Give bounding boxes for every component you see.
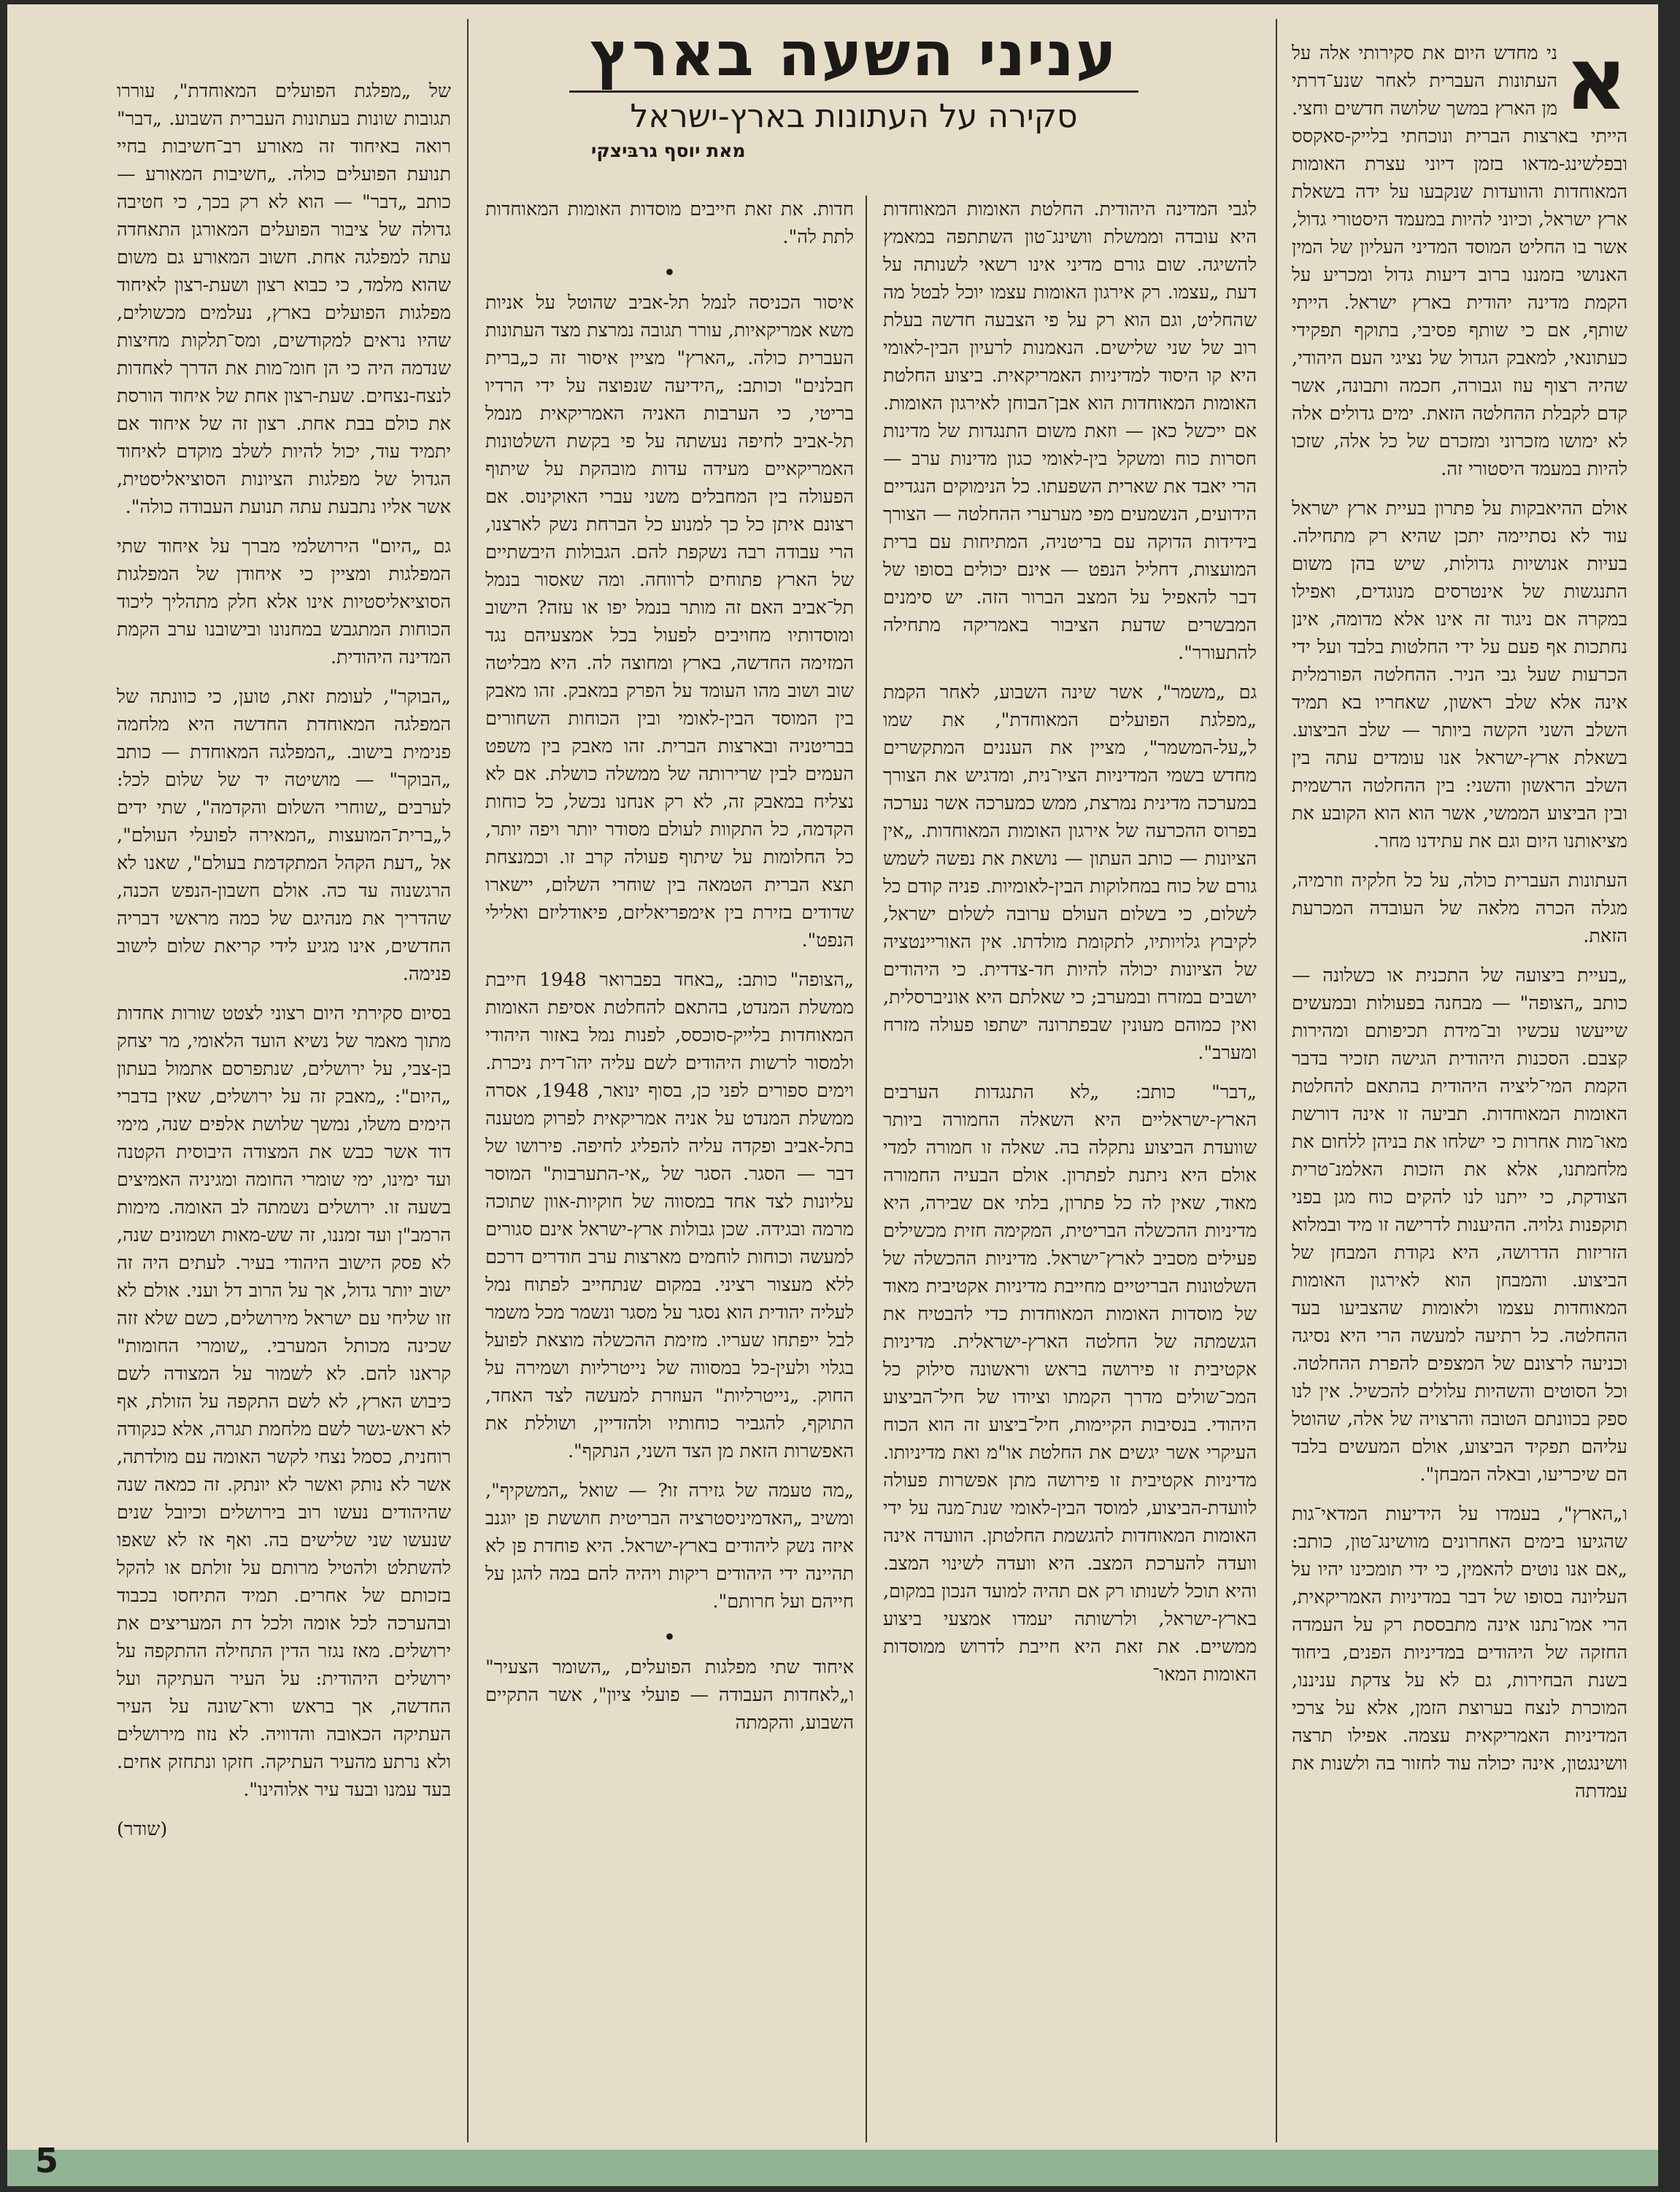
column-rule xyxy=(1276,19,1277,2142)
article-paragraph: „הבוקר", לעומת זאת, טוען, כי כוונתה של המפלגה המאוחדת החדשה היא מלחמה פנימית בישוב. „המפלגה המאוחדת — כותב „הבוקר" — מושיטה יד של שלום לכל: לערבים „שוחרי השלום והקדמה", שתי ידים ל„ברית־המועצות „המאירה לפועלי העולם", אל „דעת הקהל המתקדמת בעולם", שאנו לא הרגשנוה עד כה. אולם חשבון-הנפש הכנה, שהדריך את מנהיגם של כמה מראשי דבריה החדשים, אינו מגיע לידי קריאת שלום לישוב פנימה. xyxy=(117,686,451,985)
page-number: 5 xyxy=(35,2141,59,2180)
article-paragraph: ו„הארץ", בעמדו על הידיעות המדאי־גות שהגיעו בימים האחרונים מוושינג־טון, כותב: „אם אנו נוטים להאמין, כי ידי תומכינו יהיו על העליונה בסופו של דבר במדיניות האמריקאית, הרי אמו־נתנו אינה מתבססת רק על העמדה החזקה של היהודים במדיניות הפנים, ביחוד בשנת הבחירות, גם לא על צדקת עניננו, המוכרת לנצח בערוצת הזמן, אלא על צרכי המדיניות האמריקאית עצמה. אפילו תרצה וושינגטון, אינה יכולה עוד לחזור בה ולשנות את עמדתה xyxy=(1292,1503,1627,1802)
article-column-2 xyxy=(883,196,1257,2186)
column-rule xyxy=(467,19,469,2142)
article-paragraph: לגבי המדינה היהודית. החלטת האומות המאוחדות היא עובדה וממשלת וושינג־טון השתתפה במאמץ להשיגה. שום גורם מדיני אינו רשאי לשנותה על דעת „עצמו. רק אירגון האומות עצמו יוכל לבטל מה שהחליט, וגם הוא רק על פי הצבעה חדשה בעלת רוב של שני שלישים. הנאמנות לרעיון הבין-לאומי היא קו היסוד למדיניות האמריקאית. ביצוע החלטת האומות המאוחדות הוא אבן־הבוחן לאירגון האומות. אם ייכשל כאן — וזאת משום התנגדות של מדינות חסרות כוח ומשקל בין-לאומי כגון מדינות ערב — הרי יאבד את שארית השפעתו. כל הנימוקים הנגדיים הידועים, הנשמעים מפי מערערי ההחלטה — הצורך בידידות הדוקה עם בריטניה, המתיחות עם ברית המועצות, דחליל הנפט — אינם יכולים בסופו של דבר להאפיל על המצב הברור הזה. יש סימנים המבשרים שדעת הציבור באמריקה מתחילה להתעורר". xyxy=(883,198,1257,664)
article-paragraph: ני מחדש היום את סקירותי אלה על העתונות העברית לאחר שנע־דרתי מן הארץ במשך שלושה חדשים וחצי. הייתי בארצות הברית ונוכחתי בלייק-סאקסס ובפלשינג-מדאו בזמן דיוני עצרת האומות המאוחדות והוועדות שנקבעו על ידה בשאלת ארץ ישראל, וכיוני להיות במעמד היסטורי גדול, אשר בו החליט המוסד המדיני העליון של המין האנושי בזמננו ברוב דיעות גדול ומכריע על הקמת מדינה יהודית בארץ ישראל. הייתי שותף, אם כי שותף פסיבי, בתוקף תפקידי כעתונאי, למאבק הגדול של נציגי העם היהודי, שהיה רצוף עוז וגבורה, חכמה ותבונה, אשר קדם לקבלת ההחלטה הזאת. ימים גדולים אלה לא ימושו מזכרוני ומזכרם של כל אלה, שזכו להיות במעמד היסטורי זה. xyxy=(1292,42,1627,480)
article-paragraph: איחוד שתי מפלגות הפועלים, „השומר הצעיר" ו„לאחדות העבודה — פועלי ציון", אשר התקיים השבוע, והקמתה xyxy=(485,1656,854,1734)
article-paragraph: „מה טעמה של גזירה זו? — שואל „המשקיף", ומשיב „האדמיניסטרציה הבריטית חוששת פן יוגנב איזה נשק ליהודים בארץ-ישראל. היא פוחדת פן לא תהיינה ידי היהודים ריקות ויהיה להם במה להגן על חייהם ועל חרותם". xyxy=(485,1480,854,1613)
section-separator: • xyxy=(663,1625,677,1651)
article-paragraph: גם „משמר", אשר שינה השבוע, לאחר הקמת „מפלגת הפועלים המאוחדת", את שמו ל„על-המשמר", מציין את העננים המתקשרים מחדש בשמי המדיניות הציו־נית, ומדגיש את הצורך במערכה מדינית נמרצת, ממש כמערכה אשר נערכה בפרוס ההכרעה של אירגון האומות המאוחדות. „אין הציונות — כותב העתון — נושאת את נפשה לשמש גורם של כוח במחלוקות הבין-לאומיות. פניה קודם כל לשלום, כי בשלום העולם ערובה לשלום ישראל, לקיבוץ גלויותיו, לתקומת מולדתו. אין האוריינטציה של הציונות יכולה להיות חד-צדדית. כי היהודים יושבים במזרח ובמערב; כי שאלתם היא אוניברסלית, ואין כמוהם מעונין שבפתרונה ישתפו פעולה מזרח ומערב". xyxy=(883,682,1257,1064)
newspaper-page xyxy=(7,4,1658,2186)
article-paragraph: איסור הכניסה לנמל תל-אביב שהוטל על אניות משא אמריקאיות, עורר תגובה נמרצת מצד העתונות העברית כולה. „הארץ" מציין איסור זה כ„ברית חבלנים" וכותב: „הידיעה שנפוצה על ידי הרדיו בריטי, כי הערבות האניה האמריקאית מנמל תל-אביב לחיפה נעשתה על פי בקשת השלטונות האמריקאיים מעידה עדות מובהקת על שיתוף הפעולה בין המחבלים משני עברי האוקינוס. אם רצונם איתן כל כך למנוע כל הברחת נשק לארצנו, הרי עבודה רבה נשקפת להם. הגבולות היבשתיים של הארץ פתוחים לרווחה. ומה שאסור בנמל תל־אביב האם זה מותר בנמל יפו או עזה? הישוב ומוסדותיו מחויבים לפעול בכל אמצעיהם נגד המזימה החדשה, בארץ ומחוצה לה. היא מבליטה שוב ושוב מהו העומד על הפרק במאבק. זהו מאבק בין המוסד הבין-לאומי ובין הכוחות השחורים בבריטניה ובארצות הברית. זהו מאבק בין משפט העמים לבין שרירותה של ממשלה כושלת. אם לא נצליח במאבק זה, לא רק אנחנו נכשל, כל כוחות הקדמה, כל התקוות לעולם מסודר יותר ויפה יותר, כל החלומות על שיתוף פעולה קרב זו. וכמנצחת תצא הברית הטמאה בין שוחרי השלום, יישארו שדודים בזירת בין אימפריאליזם, פיאודליזם ואלילי הנפט". xyxy=(485,292,854,952)
article-paragraph: בסיום סקירתי היום רצוני לצטט שורות אחדות מתוך מאמר של נשיא הועד הלאומי, מר יצחק בן-צבי, על ירושלים, שנתפרסם אתמול בעתון „היום": „מאבק זה על ירושלים, שאין בדברי הימים משלו, נמשך שלושת אלפים שנה, מימי דוד אשר כבש את המצודה היבוסית הקטנה ועד ימינו, ימי שומרי החומה ומגיניה האמיצים בשעה זו. ירושלים נשמתה לב האומה. מימות הרמב"ן ועד זמננו, זה שש-מאות ושמונים שנה, לא פסק הישוב היהודי בעיר. לעתים היה זה ישוב יותר גדול, אך על הרוב דל ועני. אולם לא זזו שליחי עם ישראל מירושלים, כשם שלא זזה שכינה מכותל המערבי. „שומרי החומות" קראנו להם. לא לשמור על המצודה לשם כיבוש הארץ, לא לשם התקפה על הזולת, אף לא ראש-גשר לשם מלחמת תגרה, אלא כנקודה רוחנית, כסמל נצחי לקשר האומה עם מולדתה, אשר לא נותק ואשר לא יונתק. זה כמאה שנה שהיהודים נעשו רוב בירושלים וכיובל שנים שנעשו שני שלישים בה. ואף אז לא שאפו להשתלט ולהטיל מרותם על זולתם או להקל בזכותם של אחרים. תמיד התיחסו בכבוד ובהערכה לכל אומה ולכל דת המעריצים את ירושלים. מאז נגזר הדין התחילה ההתקפה על ירושלים היהודית: על העיר העתיקה ועל החדשה, אך בראש ורא־שונה על העיר העתיקה הכאובה והדוויה. לא נזוז מירושלים ולא נרתע מהעיר העתיקה. חזקו ונתחזק אחים. בעד עמנו ובעד עיר אלוהינו". xyxy=(117,1003,451,1801)
article-paragraph: גם „היום" הירושלמי מברך על איחוד שתי המפלגות ומציין כי איחודן של המפלגות הסוציאליסטיות אינו אלא חלק מתהליך ליכוד הכוחות המתגבש במחנונו ובישובנו ערב הקמת המדינה היהודית. xyxy=(117,536,451,668)
article-subtitle: סקירה על העתונות בארץ-ישראל xyxy=(569,90,1138,138)
article-paragraph: אולם ההיאבקות על פתרון בעיית ארץ ישראל עוד לא נסתיימה יתכן שהיא רק מתחילה. בעיות אנושיות גדולות, שיש בהן משום התנגשות של אינטרסים מנוגדים, ואפילו במקרה אם ניגוד זה אינו אלא מדומה, אינן נחתכות אף פעם על ידי החלטות בלבד ועל ידי הכרעות שעל גבי הניר. ההחלטה הפורמלית אינה אלא שלב ראשון, שאחריו בא תמיד השלב השני הקשה ביותר — שלב הביצוע. בשאלת ארץ-ישראל אנו עומדים עתה בין השלב הראשון והשני: בין ההחלטה הרשמית ובין הביצוע הממשי, אשר הוא הוא הקובע את מציאותנו היום וגם את עתידנו מחר. xyxy=(1292,498,1627,852)
article-column-4 xyxy=(117,77,451,2186)
article-paragraph: „הצופה" כותב: „באחד בפברואר 1948 חייבת ממשלת המנדט, בהתאם להחלטת אסיפת האומות המאוחדות בלייק-סוכסס, לפנות נמל באזור היהודי ולמסור לרשות היהודים לשם עליה יהו־דית ניכרת. וימים ספורים לפני כן, בסוף ינואר, 1948, אסרה ממשלת המנדט על אניה אמריקאית לפרוק מטענה בתל-אביב ופקדה עליה להפליג לחיפה. פירושו של דבר — הסגר. הסגר של „אי-התערבות" המוסר עליונות לצד אחד במסווה של חוקיות-אוון שתוכה מרמה ובגידה. שכן גבולות ארץ-ישראל אינם סגורים למעשה וכוחות לוחמים מארצות ערב חודרים דרכם ללא מעצור רציני. במקום שנתחייב לפתוח נמל לעליה יהודית הוא נסגר על מסגר ונשמר מכל משמר לבל ייפתחו שעריו. מזימת ההכשלה מוצאת לפועל בגלוי ולעין-כל במסווה של נייטרליות ושמירה על החוק. „נייטרליות" העוזרת למעשה לצד האחד, התוקף, להגביר כוחותיו ולהזדיין, ושוללת את האפשרות הזאת מן הצד השני, הנתקף". xyxy=(485,969,854,1462)
article-paragraph: העתונות העברית כולה, על כל חלקיה וזרמיה, מגלה הכרה מלאה של העובדה המכרעת הזאת. xyxy=(1292,870,1627,947)
drop-cap: א xyxy=(1565,39,1627,129)
article-paragraph: חדות. את זאת חייבים מוסדות האומות המאוחדות לתת לה". xyxy=(485,198,854,248)
article-paragraph: של „מפלגת הפועלים המאוחדת", עוררו תגובות שונות בעתונות העברית השבוע. „דבר" רואה באיחוד זה מאורע רב־חשיבות בחיי תנועת הפועלים כולה. „חשיבות המאורע — כותב „דבר" — הוא לא רק בכך, כי חטיבה גדולה של ציבור הפועלים המאורגן התאחדה עתה למפלגה אחת. חשוב המאורע גם משום שהוא מלמד, כי כבוא רצון ושעת-רצון לאיחוד מפלגות הפועלים בארץ, נעלמים מכשולים, שהיו נראים למקודשים, ומס־תלקות מחיצות שנדמה היה כי הן חומ־מות את הדרך לאחדות לנצח-נצחים. שעת-רצון אחת של איחוד הורסת את כולם בבת אחת. רצון זה של איחוד אם יתמיד עוד, יכול להיות לשלב מוקדם לאיחוד הגדול של מפלגות הציונות הסוציאליסטית, אשר אליו נתבעת עתה תנועת העבודה כולה". xyxy=(117,80,451,518)
article-title: עניני השעה בארץ xyxy=(590,18,1118,90)
column-rule xyxy=(866,196,867,2142)
article-column-3 xyxy=(485,196,854,2186)
article-column-1 xyxy=(1292,39,1627,2177)
article-paragraph: „בעיית ביצועה של התכנית או כשלונה — כותב „הצופה" — מבחנה בפעולות ובמעשים שייעשו עכשיו וב־מידת תכיפותם ומהירות קצבם. הסכנות היהודית הגישה תזכיר בדבר הקמת המי־ליציה היהודית בהתאם להחלטת האומות המאוחדות. תביעה זו אינה דורשת מאו־מות אחרות כי ישלחו את בניהן ללחום את מלחמתנו, אלא את הזכות האלמנ־טרית הצודקת, כי ייתנו לנו להקים כוח מגן בפני תוקפנות גלויה. ההיענות לדרישה זו מיד ובמלוא הזריזות הדרושה, היא נקודת המבחן של הביצוע. והמבחן הוא לאירגון האומות המאוחדות עצמו ולאומות שהצביעו בעד ההחלטה. כל רתיעה למעשה הרי היא נסיגה וכניעה לרצונם של המצפים להפרת ההחלטה. וכל הסוטים והשהיות עלולים להכשיל. אין לנו ספק בכוונתם הטובה והרצויה של אלה, שהוטל עליהם תפקיד הביצוע, אולם המעשים בלבד הם שיכריעו, ובאלה המבחן". xyxy=(1292,965,1627,1486)
source-signature: (שודר) xyxy=(117,1818,168,1840)
article-byline: מאת יוסף גרבּיצקי xyxy=(591,140,746,161)
article-header xyxy=(569,18,1138,164)
article-paragraph: „דבר" כותב: „לא התנגדות הערבים הארץ-ישראליים היא השאלה החמורה ביותר שוועדת הביצוע נתקלה בה. שאלה זו חמורה למדי אולם היא ניתנת לפתרון. אולם הבעיה החמורה מאוד, שאין לה כל פתרון, בלתי אם שבירה, היא מדיניות ההכשלה הבריטית, המקימה חזית מכשילים פעילים מסביב לארץ־ישראל. מדיניות ההכשלה של השלטונות הבריטיים מחייבת מדיניות אקטיבית מאוד של מוסדות האומות המאוחדות כדי להבטיח את הגשמתה של החלטה הארץ-ישראלית. מדיניות אקטיבית זו פירושה בראש וראשונה סילוק כל המכ־שולים מדרך הקמתו וציודו של חיל־הביצוע היהודי. בנסיבות הקיימות, חיל־ביצוע זה הוא הכוח העיקרי אשר יגשים את החלטת או"מ ואת מדיניותו. מדיניות אקטיבית זו פירושה מתן אפשרות פעולה לוועדת-הביצוע, למוסד הבין-לאומי שנת־מנה על ידי האומות המאוחדות להגשמת החלטתן. הוועדה אינה וועדה להערכת המצב. היא וועדה לשינוי המצב. והיא תוכל לשנותו רק אם תהיה למועד הנכון במקום, בארץ-ישראל, ולרשותה יעמדו אמצעי ביצוע ממשיים. את זאת היא חייבת לדרוש ממוסדות האומות המאו־ xyxy=(883,1081,1257,1686)
section-separator: • xyxy=(663,261,677,286)
